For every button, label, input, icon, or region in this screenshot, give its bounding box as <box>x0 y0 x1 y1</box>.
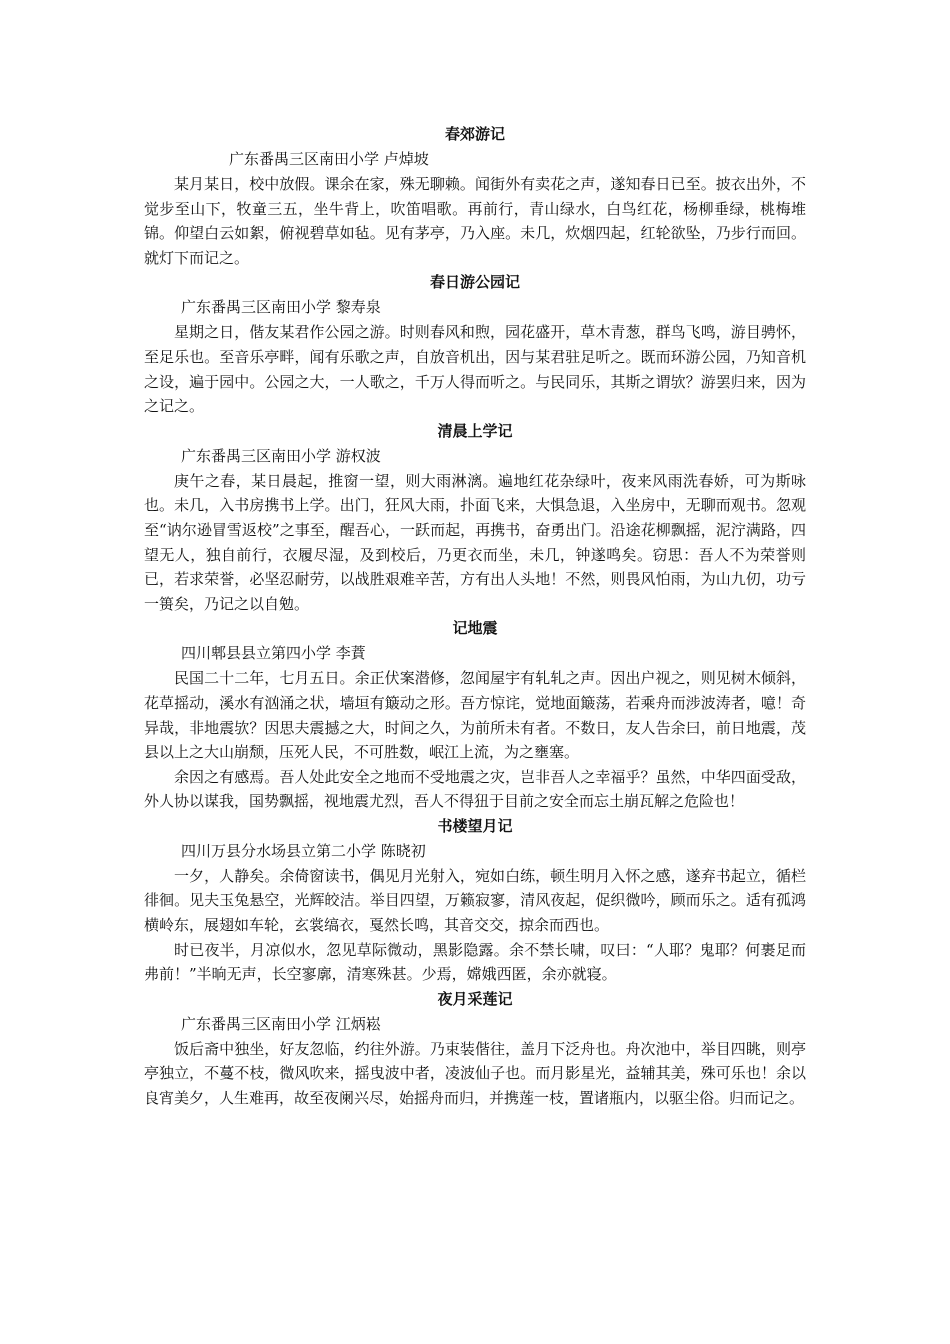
essay-paragraph: 星期之日，偕友某君作公园之游。时则春风和煦，园花盛开，草木青葱，群鸟飞鸣，游目骋怀，至足乐也。至音乐亭畔，闻有乐歌之声，自放音机出，因与某君驻足听之。既而环游公园，乃知音机之设，遍于园中。公园之大，一人歌之，千万人得而听之。与民同乐，其斯之谓欤？游罢归来，因为之记之。 <box>144 323 806 416</box>
essay-paragraph: 一夕，人静矣。余倚窗读书，偶见月光射入，宛如白练，顿生明月入怀之感，遂弃书起立，循栏徘徊。见夫玉兔悬空，光辉皎洁。举目四望，万籁寂寥，清风夜起，促织微吟，顾而乐之。适有孤鸿横岭东，展翅如车轮，玄裳缟衣，戛然长鸣，其音交交，掠余而西也。 <box>144 866 806 935</box>
essay-title: 春郊游记 <box>444 125 505 143</box>
essay-author: 广东番禺三区南田小学 江炳崧 <box>181 1014 381 1033</box>
essay-author: 四川郫县县立第四小学 李蕡 <box>181 644 366 663</box>
essay-title: 清晨上学记 <box>437 421 513 440</box>
essay-paragraph: 庚午之春，某日晨起，推窗一望，则大雨淋漓。遍地红花杂绿叶，夜来风雨洗春娇，可为斯咏也。未几，入书房携书上学。出门，狂风大雨，扑面飞来，大惧急退，入坐房中，无聊而观书。忽观至“讷尔逊冒雪返校”之事至，醒吾心，一跃而起，再携书，奋勇出门。沿途花柳飘摇，泥泞满路，四望无人，独自前行，衣履尽湿，及到校后，乃更衣而坐，未几，钟遂鸣矣。窃思：吾人不为荣誉则已，若求荣誉，必坚忍耐劳，以战胜艰难辛苦，方有出人头地！不然，则畏风怕雨，为山九仞，功亏一篑矣，乃记之以自勉。 <box>144 471 806 613</box>
essay-lotus-picking <box>144 987 806 1111</box>
essay-author: 广东番禺三区南田小学 游权波 <box>181 446 381 465</box>
essay-author: 四川万县分水场县立第二小学 陈晓初 <box>181 841 426 860</box>
essay-author: 广东番禺三区南田小学 卢焯坡 <box>229 150 429 168</box>
essay-author: 广东番禺三区南田小学 黎寿泉 <box>181 298 381 317</box>
essay-title: 记地震 <box>452 619 498 638</box>
essay-paragraph: 时已夜半，月凉似水，忽见草际微动，黑影隐露。余不禁长啸，叹曰：“人耶？鬼耶？何裹足而弗前！”半晌无声，长空寥廓，清寒殊甚。少焉，嫦娥西匿，余亦就寝。 <box>144 940 806 984</box>
essay-paragraph: 余因之有感焉。吾人处此安全之地而不受地震之灾，岂非吾人之幸福乎？虽然，中华四面受敌，外人协以谋我，国势飘摇，视地震尤烈，吾人不得狃于目前之安全而忘土崩瓦解之危险也！ <box>144 767 806 811</box>
essay-title: 春日游公园记 <box>429 273 520 292</box>
essay-title: 书楼望月记 <box>437 816 513 835</box>
essay-title: 夜月采莲记 <box>437 989 513 1008</box>
document-page <box>144 122 806 1111</box>
essay-paragraph: 饭后斋中独坐，好友忽临，约往外游。乃束装偕往，盖月下泛舟也。舟次池中，举目四眺，则亭亭独立，不蔓不枝，微风吹来，摇曳波中者，凌波仙子也。而月影星光，益辅其美，殊可乐也！余以良宵美夕，人生难再，故至夜阑兴尽，始摇舟而归，并携莲一枝，置诸瓶内，以驱尘俗。归而记之。 <box>144 1039 806 1108</box>
essay-paragraph: 某月某日，校中放假。课余在家，殊无聊赖。闻街外有卖花之声，遂知春日已至。披衣出外，不觉步至山下，牧童三五，坐牛背上，吹笛唱歌。再前行，青山绿水，白鸟红花，杨柳垂绿，桃梅堆锦。仰望白云如絮，俯视碧草如毡。见有茅亭，乃入座。未几，炊烟四起，红轮欲坠，乃步行而回。就灯下而记之。 <box>144 175 806 267</box>
essay-morning-school <box>144 419 806 617</box>
essay-earthquake <box>144 616 806 814</box>
essay-moon-viewing <box>144 814 806 987</box>
essay-paragraph: 民国二十二年，七月五日。余正伏案潜修，忽闻屋宇有轧轧之声。因出户视之，则见树木倾斜，花草摇动，溪水有汹涌之状，墙垣有簸动之形。吾方惊诧，觉地面簸荡，若乘舟而涉波涛者，噫！奇异哉，非地震欤？因思夫震撼之大，时间之久，为前所未有者。不数日，友人告余曰，前日地震，茂县以上之大山崩颓，压死人民，不可胜数，岷江上流，为之壅塞。 <box>144 669 806 762</box>
essay-spring-outing <box>144 122 806 270</box>
essay-spring-park <box>144 270 806 418</box>
